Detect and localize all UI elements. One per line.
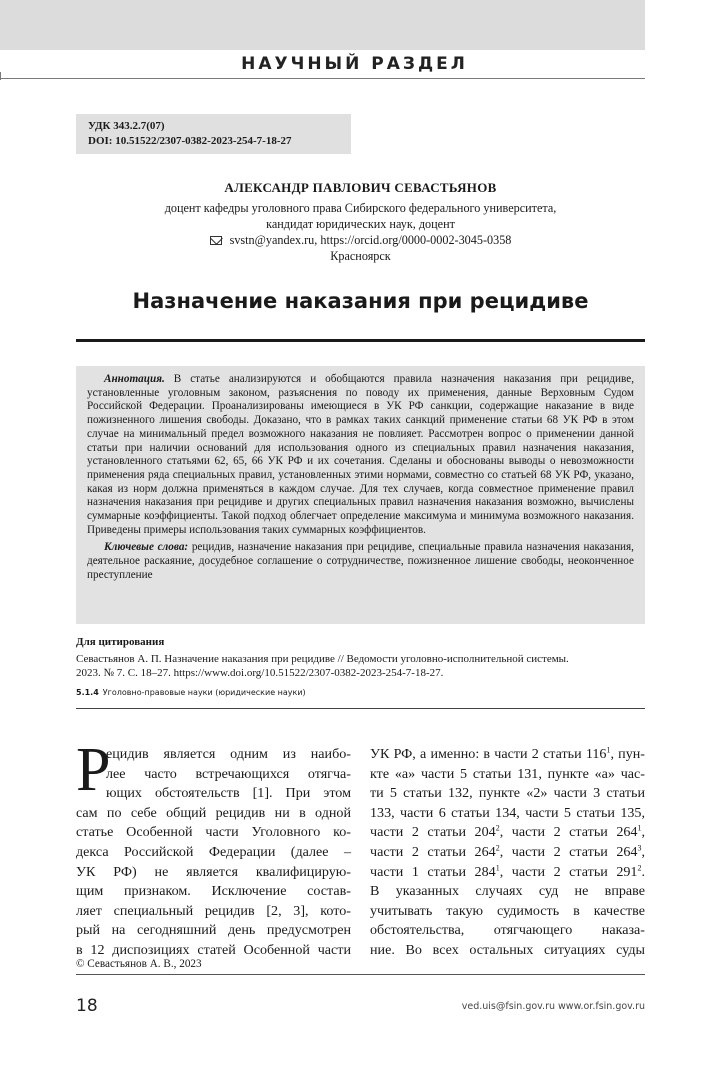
body-line: статье Особенной части Уголовного ко-: [76, 824, 351, 841]
body-line: ляет специальный рецидив [2, 3], кото-: [76, 902, 351, 919]
keywords-paragraph: [87, 541, 634, 582]
citation-heading: Для цитирования: [76, 636, 165, 648]
body-line: щим признаком. Исключение состав-: [76, 883, 351, 900]
specialty-name: Уголовно-правовые науки (юридические науки): [102, 688, 306, 697]
udk-box: [76, 114, 351, 154]
body-line: части 2 статьи $264^2$, части 2 статьи $264^3$,: [370, 843, 645, 860]
body-line: ние. Во всех остальных ситуациях суды: [370, 941, 645, 958]
body-line: обстоятельства, отягчающего наказа-: [370, 922, 645, 939]
citation-line-2: 2023. № 7. С. 18–27. https://www.doi.org/10.51522/2307-0382-2023-254-7-18-27.: [76, 667, 444, 679]
body-line: ти 5 статьи 132, пункте «2» части 3 статьи: [370, 785, 645, 802]
body-line: кте «а» части 5 статьи 131, пункте «а» час-: [370, 765, 645, 782]
body-line: лее часто встречающихся отягча-: [106, 765, 351, 782]
citation-text: [76, 652, 645, 680]
specialty: [76, 688, 306, 697]
udk-code: УДК 343.2.7(07): [88, 120, 165, 132]
section-title: НАУЧНЫЙ РАЗДЕЛ: [241, 54, 468, 74]
author-name: АЛЕКСАНДР ПАВЛОВИЧ СЕВАСТЬЯНОВ: [224, 180, 497, 195]
author-position-2: кандидат юридических наук, доцент: [266, 217, 455, 231]
abstract-label: Аннотация.: [104, 373, 165, 385]
body-column-right: [370, 745, 645, 961]
body-line: части 1 статьи $284^1$, части 2 статьи $291^2$.: [370, 862, 645, 880]
envelope-icon: [210, 236, 222, 245]
author-affiliation: [76, 200, 645, 264]
body-line: учитывать такую судимость в качестве: [370, 902, 645, 919]
abstract-box: [76, 366, 645, 624]
body-column-left: [76, 745, 351, 961]
header-band: [0, 0, 645, 50]
journal-contacts[interactable]: ved.uis@fsin.gov.ru www.or.fsin.gov.ru: [461, 1001, 645, 1012]
doi: DOI: 10.51522/2307-0382-2023-254-7-18-27: [88, 135, 292, 147]
header-tick: [0, 72, 1, 80]
specialty-rule: [76, 708, 645, 709]
keywords-label: Ключевые слова:: [104, 541, 189, 554]
body-line: в 12 диспозициях статей Особенной части: [76, 941, 351, 958]
author-position-1: доцент кафедры уголовного права Сибирского федерального университета,: [164, 201, 557, 215]
body-line: УК РФ) не является квалифицирую-: [76, 863, 351, 880]
body-line: 133, части 6 статьи 134, части 5 статьи 135,: [370, 804, 645, 821]
specialty-code: 5.1.4: [76, 688, 99, 697]
citation-line-1: Севастьянов А. П. Назначение наказания при рецидиве // Ведомости уголовно-исполнительной системы.: [76, 653, 569, 665]
paper-title: Назначение наказания при рецидиве: [132, 289, 589, 313]
abstract-text: В статье анализируются и обобщаются правила назначения наказания при рецидиве, установленные уголовным законом, разъяснения по поводу их применения, данные Верховным Судом Российской Федерации. Проанализированы имеющиеся в УК РФ санкции, содержащие наказание в виде пожизненного лишения свободы. Доказано, что в рамках таких санкций применение статьи 68 УК РФ в этом случае на минимальный предел возможного наказания не повлияет. Рассмотрен вопрос о применении данной статьи при наличии оснований для использования одного из специальных правил назначения наказания, установленного статьями 62, 65, 66 УК РФ и их сочетания. Сделаны и обоснованы выводы о невозможности применения ряда специальных правил, установленных этими нормами, совместно со статьей 68 УК РФ, указано, какая из норм должна применяться в каждом случае. Для тех случаев, когда совместное применение правил назначения наказания при рецидиве и других специальных правил назначения наказания возможно, вычислены суммарные коэффициенты. Такой подход облегчает определение максимума и минимума возможного наказания. Приведены примеры использования таких суммарных коэффициентов.: [87, 373, 634, 536]
footer-rule: [76, 974, 645, 975]
body-line: В указанных случаях суд не вправе: [370, 883, 645, 900]
body-line: сам по себе общий рецидив ни в одной: [76, 804, 351, 821]
copyright: © Севастьянов А. В., 2023: [76, 958, 202, 970]
author-contacts: [76, 232, 645, 248]
body-line: декса Российской Федерации (далее –: [76, 843, 351, 860]
title-divider: [76, 339, 645, 342]
drop-cap: Р: [76, 736, 111, 804]
header-rule: [0, 78, 645, 79]
abstract-paragraph: [87, 373, 634, 537]
author-contacts-text[interactable]: svstn@yandex.ru, https://orcid.org/0000-0002-3045-0358: [229, 233, 512, 247]
author-city: Красноярск: [330, 249, 391, 263]
body-line: рый на сегодняшний день предусмотрен: [76, 922, 351, 939]
body-line: УК РФ, а именно: в части 2 статьи $116^1$, пун-: [370, 745, 645, 762]
body-line: части 2 статьи $204^2$, части 2 статьи $264^1$,: [370, 823, 645, 841]
keywords-text: рецидив, назначение наказания при рецидиве, специальные правила назначения наказания, деятельное раскаяние, досудебное соглашение о сотрудничестве, пожизненное лишение свободы, неоконченное преступление: [87, 541, 634, 581]
body-line: ецидив является одним из наибо-: [106, 746, 351, 762]
body-line: ющих обстоятельств [1]. При этом: [106, 785, 351, 802]
page-number: 18: [76, 996, 98, 1016]
